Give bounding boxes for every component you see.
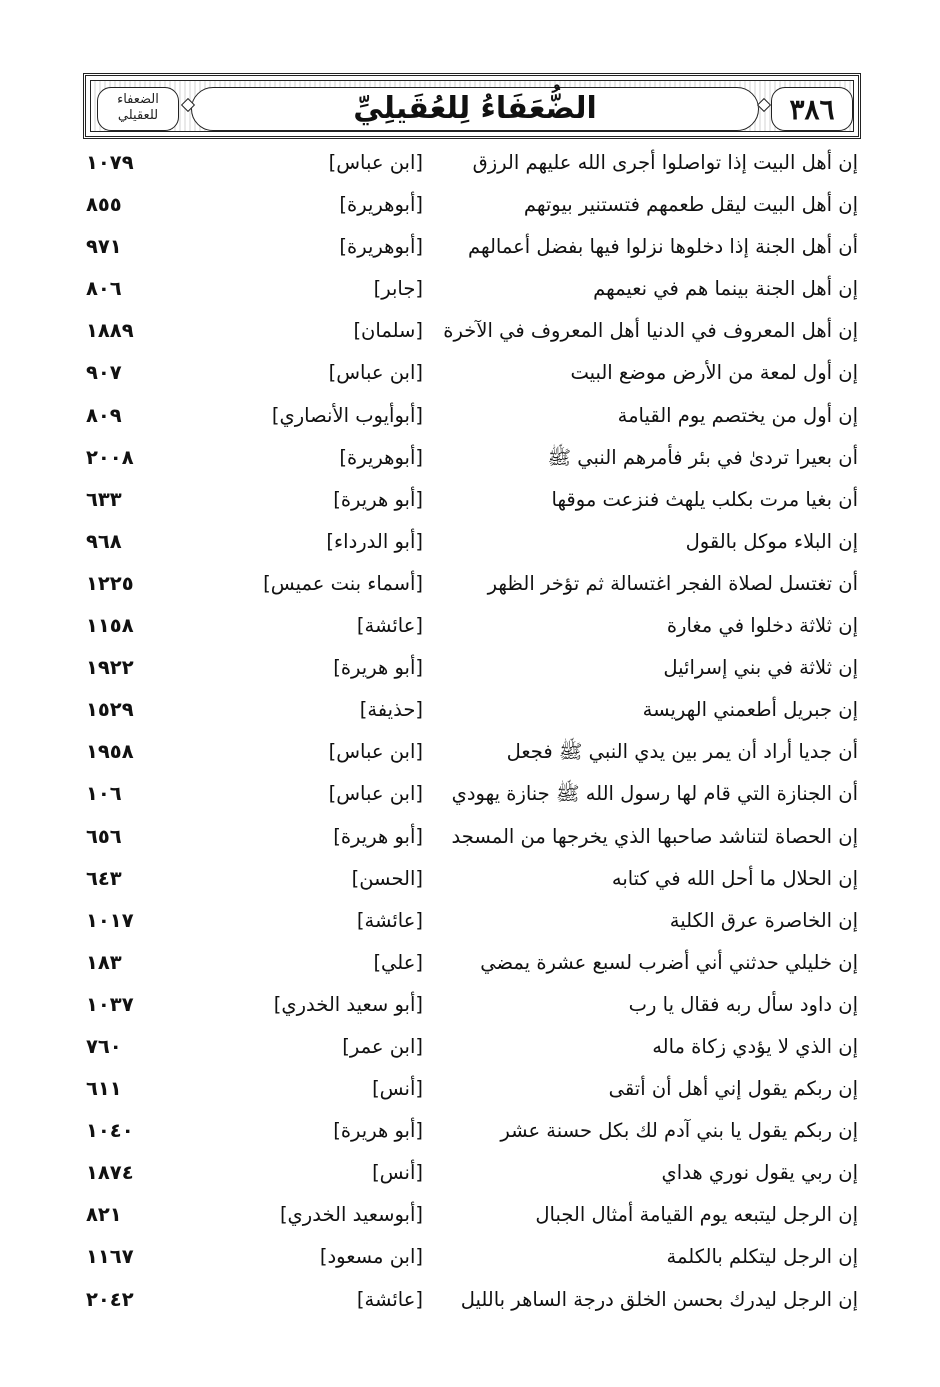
hadith-text: إن أول لمعة من الأرض موضع البيت — [570, 361, 858, 385]
hadith-number: ٨٢١ — [86, 1203, 122, 1227]
hadith-text: أن الجنازة التي قام لها رسول الله ﷺ جنازة يهودي — [451, 782, 858, 806]
hadith-text: أن تغتسل لصلاة الفجر اغتسالة ثم تؤخر الظهر — [487, 571, 858, 595]
narrator-name: [أبوأيوب الأنصاري] — [271, 403, 423, 427]
hadith-number: ١٠٧٩ — [86, 151, 134, 174]
hadith-number: ٦١١ — [86, 1077, 122, 1101]
index-row — [0, 900, 940, 942]
index-row — [0, 1236, 940, 1278]
index-row — [0, 942, 940, 984]
hadith-number: ١١٥٨ — [86, 614, 134, 638]
ornament-diamond-icon — [757, 98, 771, 112]
narrator-name: [جابر] — [373, 277, 423, 301]
narrator-name: [الحسن] — [351, 866, 423, 890]
narrator-name: [عائشة] — [356, 908, 423, 932]
page-number-cartouche — [771, 87, 853, 131]
hadith-number: ١٩٥٨ — [86, 740, 134, 764]
hadith-number: ١٠٦ — [86, 782, 122, 806]
index-row — [0, 479, 940, 521]
hadith-text: إن أهل البيت إذا تواصلوا أجرى الله عليهم الرزق — [472, 151, 858, 174]
hadith-text: إن أهل المعروف في الدنيا أهل المعروف في الآخرة — [443, 319, 858, 343]
hadith-index-list — [0, 142, 940, 1321]
narrator-name: [أبو هريرة] — [333, 824, 423, 848]
hadith-text: أن بعيرا تردىٰ في بئر فأمرهم النبي ﷺ — [547, 445, 858, 469]
hadith-number: ٢٠٠٨ — [86, 445, 134, 469]
narrator-name: [أبو هريرة] — [333, 1119, 423, 1143]
hadith-number: ٢٠٤٢ — [86, 1287, 134, 1311]
narrator-name: [حذيفة] — [359, 698, 423, 722]
index-row — [0, 1026, 940, 1068]
hadith-text: إن الحصاة لتناشد صاحبها الذي يخرجها من المسجد — [451, 824, 858, 848]
narrator-name: [ابن مسعود] — [319, 1245, 423, 1269]
hadith-number: ٩٦٨ — [86, 529, 122, 553]
hadith-text: إن ثلاثة دخلوا في مغارة — [666, 614, 858, 638]
narrator-name: [أبو هريرة] — [333, 656, 423, 680]
hadith-text: إن الرجل ليتكلم بالكلمة — [666, 1245, 858, 1269]
index-row — [0, 1194, 940, 1236]
narrator-name: [ابن عباس] — [328, 740, 423, 764]
hadith-text: إن الرجل ليدرك بحسن الخلق درجة الساهر بالليل — [460, 1287, 858, 1311]
hadith-number: ١٠١٧ — [86, 908, 134, 932]
book-seal-text: الضعفاء للعقيلي — [117, 92, 159, 123]
hadith-number: ١٠٤٠ — [86, 1119, 134, 1143]
page-header — [83, 73, 861, 139]
hadith-number: ١٨٧٤ — [86, 1161, 134, 1185]
hadith-text: إن أهل الجنة بينما هم في نعيمهم — [593, 277, 858, 301]
hadith-text: إن ربكم يقول يا بني آدم لك بكل حسنة عشر — [500, 1119, 858, 1143]
narrator-name: [ابن عباس] — [328, 361, 423, 385]
header-frame — [90, 80, 854, 132]
narrator-name: [ابن عباس] — [328, 782, 423, 806]
narrator-name: [أبو الدرداء] — [326, 529, 423, 553]
hadith-text: أن جديا أراد أن يمر بين يدي النبي ﷺ فجعل — [506, 740, 858, 764]
hadith-number: ٦٥٦ — [86, 824, 122, 848]
index-row — [0, 647, 940, 689]
index-row — [0, 184, 940, 226]
hadith-text: إن البلاء موكل بالقول — [685, 529, 858, 553]
narrator-name: [أنس] — [372, 1161, 423, 1185]
narrator-name: [أبو سعيد الخدري] — [273, 992, 423, 1016]
narrator-name: [ابن عمر] — [342, 1034, 423, 1058]
hadith-number: ٨٥٥ — [86, 193, 122, 217]
hadith-number: ١١٦٧ — [86, 1245, 134, 1269]
hadith-text: إن الحلال ما أحل الله في كتابه — [611, 866, 858, 890]
index-row — [0, 563, 940, 605]
index-row — [0, 310, 940, 352]
index-row — [0, 1279, 940, 1321]
index-row — [0, 984, 940, 1026]
hadith-number: ٧٦٠ — [86, 1034, 122, 1058]
hadith-text: إن الذي لا يؤدي زكاة ماله — [652, 1034, 858, 1058]
hadith-text: إن ربي يقول نوري هداي — [661, 1161, 858, 1185]
narrator-name: [أبوهريرة] — [339, 445, 423, 469]
hadith-number: ١٠٣٧ — [86, 992, 134, 1016]
index-row — [0, 142, 940, 184]
hadith-number: ١٩٢٢ — [86, 656, 134, 680]
hadith-number: ٦٣٣ — [86, 487, 122, 511]
index-row — [0, 605, 940, 647]
narrator-name: [عائشة] — [356, 614, 423, 638]
hadith-text: إن أول من يختصم يوم القيامة — [617, 403, 858, 427]
hadith-text: إن جبريل أطعمني الهريسة — [642, 698, 858, 722]
hadith-text: إن الخاصرة عرق الكلية — [669, 908, 858, 932]
hadith-text: إن خليلي حدثني أني أضرب لسبع عشرة يمضي — [480, 950, 858, 974]
hadith-number: ٨٠٦ — [86, 277, 122, 301]
hadith-number: ١٨٨٩ — [86, 319, 134, 343]
hadith-number: ١٥٢٩ — [86, 698, 134, 722]
hadith-text: إن ثلاثة في بني إسرائيل — [663, 656, 858, 680]
hadith-number: ٩٧١ — [86, 235, 122, 259]
index-row — [0, 352, 940, 394]
index-row — [0, 1068, 940, 1110]
hadith-text: إن أهل البيت ليقل طعمهم فتستنير بيوتهم — [523, 193, 858, 217]
hadith-text: إن الرجل ليتبعه يوم القيامة أمثال الجبال — [535, 1203, 858, 1227]
index-row — [0, 689, 940, 731]
narrator-name: [أسماء بنت عميس] — [263, 571, 423, 595]
hadith-number: ١٢٢٥ — [86, 571, 134, 595]
index-row — [0, 268, 940, 310]
hadith-text: إن داود سأل ربه فقال يا رب — [628, 992, 858, 1016]
index-row — [0, 816, 940, 858]
hadith-text: أن أهل الجنة إذا دخلوها نزلوا فيها بفضل أعمالهم — [468, 235, 858, 259]
index-row — [0, 1110, 940, 1152]
page-number: ٣٨٦ — [789, 93, 835, 126]
book-title: الضُّعَفَاءُ لِلعُقَيلِيِّ — [353, 91, 597, 126]
index-row — [0, 521, 940, 563]
hadith-text: إن ربكم يقول إني أهل أن أتقى — [608, 1077, 858, 1101]
narrator-name: [عائشة] — [356, 1287, 423, 1311]
hadith-text: أن بغيا مرت بكلب يلهث فنزعت موقها — [551, 487, 858, 511]
hadith-number: ٦٤٣ — [86, 866, 122, 890]
book-seal-cartouche — [97, 87, 179, 131]
narrator-name: [علي] — [373, 950, 423, 974]
narrator-name: [أبوهريرة] — [339, 235, 423, 259]
index-row — [0, 731, 940, 773]
narrator-name: [ابن عباس] — [328, 151, 423, 174]
narrator-name: [أبو هريرة] — [333, 487, 423, 511]
index-row — [0, 858, 940, 900]
hadith-number: ٨٠٩ — [86, 403, 122, 427]
narrator-name: [أنس] — [372, 1077, 423, 1101]
narrator-name: [سلمان] — [353, 319, 423, 343]
index-row — [0, 773, 940, 815]
index-row — [0, 226, 940, 268]
index-row — [0, 437, 940, 479]
hadith-number: ٩٠٧ — [86, 361, 122, 385]
index-row — [0, 1152, 940, 1194]
index-row — [0, 395, 940, 437]
narrator-name: [أبوهريرة] — [339, 193, 423, 217]
title-cartouche — [191, 87, 759, 131]
narrator-name: [أبوسعيد الخدري] — [279, 1203, 423, 1227]
hadith-number: ١٨٣ — [86, 950, 122, 974]
